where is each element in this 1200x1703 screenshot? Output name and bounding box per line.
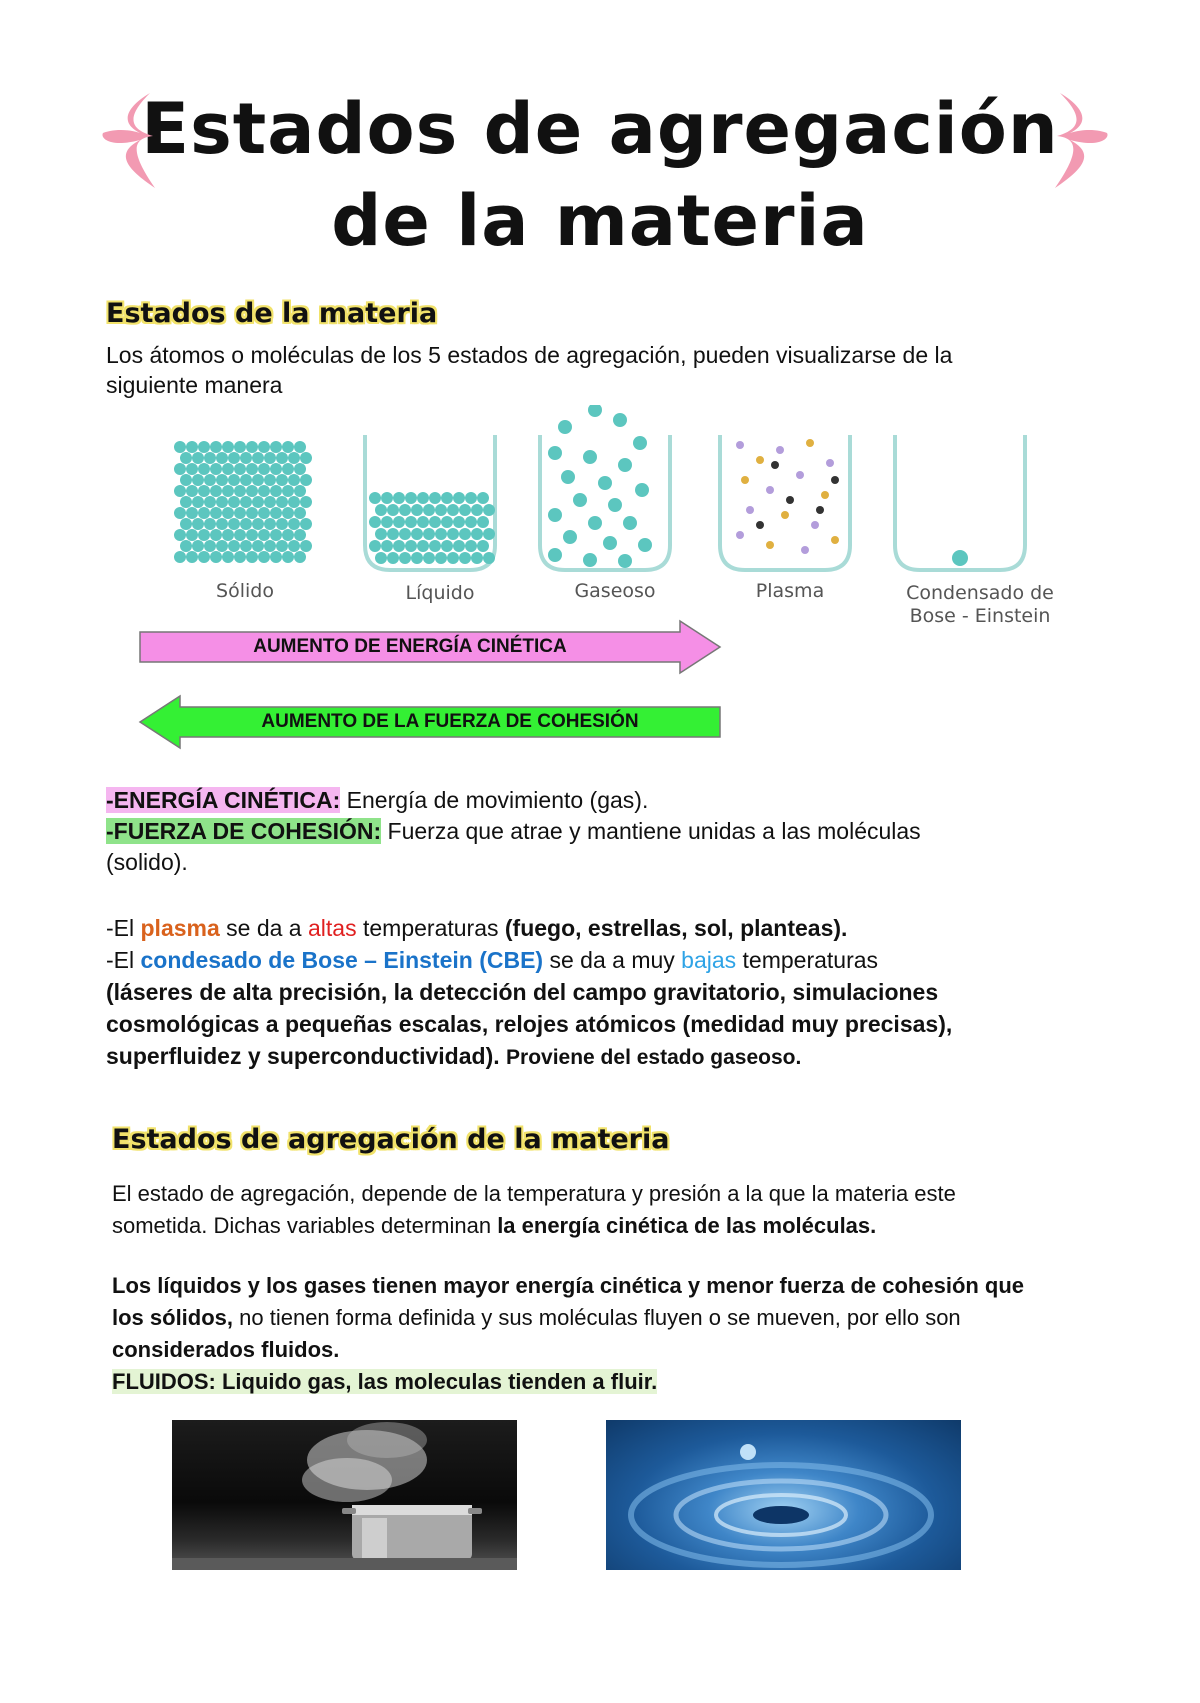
plasma-particle bbox=[821, 491, 829, 499]
gas-particle bbox=[608, 498, 622, 512]
solid-particle bbox=[282, 507, 294, 519]
solid-particle bbox=[288, 540, 300, 552]
plasma-particle bbox=[781, 511, 789, 519]
solid-particle bbox=[228, 452, 240, 464]
cbe-post: temperaturas bbox=[736, 947, 879, 973]
plasma-particle bbox=[826, 459, 834, 467]
solid-particle bbox=[216, 540, 228, 552]
plasma-particle bbox=[741, 476, 749, 484]
solid-particle bbox=[294, 463, 306, 475]
plasma-particle bbox=[801, 546, 809, 554]
solid-particle bbox=[300, 540, 312, 552]
solid-particle bbox=[174, 551, 186, 563]
solid-particle bbox=[270, 507, 282, 519]
solid-particle bbox=[246, 551, 258, 563]
page-title-line1: Estados de agregación bbox=[141, 88, 1059, 170]
states-diagram bbox=[170, 405, 1050, 585]
liquid-particle bbox=[399, 528, 411, 540]
gas-particle bbox=[618, 458, 632, 472]
cbe-mid: se da a muy bbox=[543, 947, 682, 973]
gas-particle bbox=[558, 420, 572, 434]
solid-particle bbox=[180, 452, 192, 464]
gas-particle bbox=[588, 405, 602, 417]
solid-particle bbox=[264, 474, 276, 486]
plasma-beaker bbox=[720, 435, 850, 570]
solid-particle bbox=[180, 540, 192, 552]
solid-particle bbox=[288, 474, 300, 486]
liquid-particle bbox=[369, 492, 381, 504]
solid-particle bbox=[222, 441, 234, 453]
solid-particle bbox=[258, 441, 270, 453]
plasma-particle bbox=[771, 461, 779, 469]
state-label-solido: Sólido bbox=[216, 580, 274, 602]
liquid-particle bbox=[393, 540, 405, 552]
solid-particle bbox=[276, 452, 288, 464]
left-sparkle-icon bbox=[95, 88, 175, 198]
solid-particle bbox=[234, 441, 246, 453]
solid-particle bbox=[174, 529, 186, 541]
solid-particle bbox=[186, 529, 198, 541]
solid-particle bbox=[174, 485, 186, 497]
solid-particle bbox=[198, 507, 210, 519]
p2-line2 bbox=[112, 1302, 1122, 1334]
cbe-line4 bbox=[106, 1040, 1126, 1074]
energia-label: -ENERGÍA CINÉTICA: bbox=[106, 787, 341, 813]
solid-particles bbox=[174, 441, 312, 563]
cbe-line4a: superfluidez y superconductividad). bbox=[106, 1043, 507, 1069]
solid-particle bbox=[234, 485, 246, 497]
plasma-word: plasma bbox=[140, 915, 220, 941]
solid-particle bbox=[270, 551, 282, 563]
solid-particle bbox=[234, 463, 246, 475]
solid-particle bbox=[174, 441, 186, 453]
liquid-particle bbox=[387, 528, 399, 540]
liquid-particle bbox=[375, 528, 387, 540]
solid-particle bbox=[198, 463, 210, 475]
solid-particle bbox=[264, 540, 276, 552]
solid-particle bbox=[186, 485, 198, 497]
bec-particle bbox=[952, 550, 968, 566]
fuerza-text-line2: (solido). bbox=[106, 849, 188, 875]
section-heading-agregacion: Estados de agregación de la materia bbox=[112, 1124, 670, 1155]
liquid-particle bbox=[477, 492, 489, 504]
solid-particle bbox=[300, 518, 312, 530]
solid-particle bbox=[240, 474, 252, 486]
plasma-post: temperaturas bbox=[356, 915, 505, 941]
liquid-particle bbox=[471, 552, 483, 564]
liquid-particle bbox=[399, 552, 411, 564]
solid-particle bbox=[246, 507, 258, 519]
solid-particle bbox=[270, 441, 282, 453]
solid-particle bbox=[210, 551, 222, 563]
cbe-line4b: Proviene del estado gaseoso. bbox=[506, 1046, 802, 1069]
gas-particle bbox=[583, 450, 597, 464]
plasma-mid: se da a bbox=[219, 915, 308, 941]
state-label-liquido: Líquido bbox=[405, 582, 475, 604]
plasma-particle bbox=[756, 456, 764, 464]
gas-particle bbox=[623, 516, 637, 530]
plasma-particle bbox=[831, 476, 839, 484]
solid-particle bbox=[216, 518, 228, 530]
p2-line2b: no tienen forma definida y sus moléculas fluyen o se mueven, por ello son bbox=[239, 1305, 961, 1330]
solid-particle bbox=[222, 529, 234, 541]
cbe-line3: cosmológicas a pequeñas escalas, relojes atómicos (medidad muy precisas), bbox=[106, 1011, 953, 1037]
liquid-particle bbox=[423, 552, 435, 564]
solid-particle bbox=[300, 452, 312, 464]
energia-text: Energía de movimiento (gas). bbox=[340, 787, 649, 813]
liquid-particle bbox=[411, 504, 423, 516]
liquid-particle bbox=[477, 540, 489, 552]
liquid-particle bbox=[453, 540, 465, 552]
solid-particle bbox=[240, 540, 252, 552]
solid-particle bbox=[222, 485, 234, 497]
solid-particle bbox=[222, 551, 234, 563]
energia-definition bbox=[106, 785, 1106, 816]
gas-particle bbox=[563, 530, 577, 544]
solid-particle bbox=[204, 474, 216, 486]
gas-particle bbox=[588, 516, 602, 530]
solid-particle bbox=[180, 518, 192, 530]
intro-line-2: siguiente manera bbox=[106, 372, 283, 398]
solid-particle bbox=[294, 551, 306, 563]
p2-line2a: los sólidos, bbox=[112, 1305, 240, 1330]
solid-particle bbox=[240, 452, 252, 464]
fuerza-text: Fuerza que atrae y mantiene unidas a las moléculas bbox=[381, 818, 921, 844]
liquid-particle bbox=[441, 492, 453, 504]
plasma-particle bbox=[786, 496, 794, 504]
solid-particle bbox=[204, 496, 216, 508]
liquid-particle bbox=[381, 540, 393, 552]
plasma-pre: -El bbox=[106, 915, 141, 941]
plasma-particle bbox=[766, 541, 774, 549]
liquid-particle bbox=[453, 492, 465, 504]
p1-line2b: la energía cinética de las moléculas. bbox=[497, 1213, 877, 1238]
plasma-particle bbox=[746, 506, 754, 514]
fluidos-text: FLUIDOS: Liquido gas, las moleculas tienden a fluir. bbox=[112, 1369, 658, 1394]
solid-particle bbox=[228, 474, 240, 486]
solid-particle bbox=[270, 463, 282, 475]
liquid-particle bbox=[405, 516, 417, 528]
liquid-particles bbox=[369, 492, 495, 564]
plasma-particle bbox=[776, 446, 784, 454]
solid-particle bbox=[228, 518, 240, 530]
liquid-particle bbox=[465, 540, 477, 552]
solid-particle bbox=[228, 496, 240, 508]
bec-beaker bbox=[895, 435, 1025, 570]
liquid-particle bbox=[465, 516, 477, 528]
cohesion-arrow-label: AUMENTO DE LA FUERZA DE COHESIÓN bbox=[261, 711, 639, 732]
solid-particle bbox=[234, 529, 246, 541]
plasma-particle bbox=[816, 506, 824, 514]
liquid-particle bbox=[435, 504, 447, 516]
liquid-particle bbox=[459, 552, 471, 564]
solid-particle bbox=[210, 463, 222, 475]
solid-particle bbox=[234, 551, 246, 563]
solid-particle bbox=[294, 507, 306, 519]
solid-particle bbox=[240, 518, 252, 530]
cbe-sentence bbox=[106, 944, 1126, 976]
plasma-altas: altas bbox=[308, 915, 357, 941]
solid-particle bbox=[192, 452, 204, 464]
solid-particle bbox=[252, 474, 264, 486]
solid-particle bbox=[186, 441, 198, 453]
state-label-bose-einstein: Bose - Einstein bbox=[909, 605, 1051, 627]
plasma-particle bbox=[811, 521, 819, 529]
cbe-word: condesado de Bose – Einstein (CBE) bbox=[140, 947, 544, 973]
cbe-pre: -El bbox=[106, 947, 141, 973]
liquid-particle bbox=[423, 504, 435, 516]
plasma-particle bbox=[806, 439, 814, 447]
p1-line2a: sometida. Dichas variables determinan bbox=[112, 1213, 498, 1238]
gas-particle bbox=[561, 470, 575, 484]
section-heading-estados: Estados de la materia bbox=[106, 298, 438, 329]
liquid-particle bbox=[381, 492, 393, 504]
solid-particle bbox=[252, 452, 264, 464]
plasma-particle bbox=[736, 441, 744, 449]
solid-particle bbox=[228, 540, 240, 552]
solid-particle bbox=[300, 474, 312, 486]
liquid-particle bbox=[411, 528, 423, 540]
gas-particle bbox=[548, 446, 562, 460]
liquid-particle bbox=[471, 528, 483, 540]
liquid-particle bbox=[405, 540, 417, 552]
solid-particle bbox=[282, 551, 294, 563]
solid-particle bbox=[294, 485, 306, 497]
liquid-particle bbox=[483, 552, 495, 564]
solid-particle bbox=[270, 485, 282, 497]
solid-particle bbox=[198, 441, 210, 453]
liquid-particle bbox=[459, 504, 471, 516]
solid-particle bbox=[216, 496, 228, 508]
plasma-particles bbox=[736, 439, 839, 554]
solid-particle bbox=[192, 496, 204, 508]
liquid-particle bbox=[435, 528, 447, 540]
solid-particle bbox=[204, 518, 216, 530]
state-label-plasma: Plasma bbox=[755, 580, 825, 602]
solid-particle bbox=[198, 551, 210, 563]
solid-particle bbox=[198, 529, 210, 541]
solid-particle bbox=[192, 474, 204, 486]
liquid-particle bbox=[393, 492, 405, 504]
p1-line1: El estado de agregación, depende de la temperatura y presión a la que la materia este bbox=[112, 1181, 956, 1206]
solid-particle bbox=[186, 507, 198, 519]
solid-particle bbox=[276, 496, 288, 508]
solid-particle bbox=[180, 474, 192, 486]
solid-particle bbox=[246, 441, 258, 453]
p2-line3: considerados fluidos. bbox=[112, 1337, 340, 1362]
page-title-line2: de la materia bbox=[331, 180, 869, 262]
solid-particle bbox=[264, 452, 276, 464]
gas-particle bbox=[618, 554, 632, 568]
solid-particle bbox=[282, 441, 294, 453]
liquid-particle bbox=[429, 516, 441, 528]
liquid-particle bbox=[369, 540, 381, 552]
plasma-particle bbox=[766, 486, 774, 494]
solid-particle bbox=[246, 529, 258, 541]
intro-line-1: Los átomos o moléculas de los 5 estados de agregación, pueden visualizarse de la bbox=[106, 342, 953, 368]
solid-particle bbox=[252, 540, 264, 552]
gas-particles bbox=[548, 405, 652, 568]
solid-particle bbox=[282, 529, 294, 541]
solid-particle bbox=[186, 551, 198, 563]
liquid-particle bbox=[483, 528, 495, 540]
liquid-particle bbox=[423, 528, 435, 540]
gas-particle bbox=[603, 536, 617, 550]
right-sparkle-icon bbox=[1035, 88, 1115, 198]
liquid-particle bbox=[441, 540, 453, 552]
solid-particle bbox=[252, 518, 264, 530]
solid-particle bbox=[294, 441, 306, 453]
liquid-particle bbox=[447, 528, 459, 540]
gas-particle bbox=[613, 413, 627, 427]
solid-particle bbox=[222, 507, 234, 519]
solid-particle bbox=[300, 496, 312, 508]
solid-particle bbox=[186, 463, 198, 475]
solid-particle bbox=[174, 507, 186, 519]
solid-particle bbox=[222, 463, 234, 475]
liquid-particle bbox=[393, 516, 405, 528]
liquid-particle bbox=[417, 516, 429, 528]
solid-particle bbox=[276, 474, 288, 486]
gas-particle bbox=[598, 476, 612, 490]
solid-particle bbox=[240, 496, 252, 508]
liquid-particle bbox=[435, 552, 447, 564]
solid-particle bbox=[258, 463, 270, 475]
liquid-particle bbox=[387, 504, 399, 516]
liquid-particle bbox=[459, 528, 471, 540]
plasma-particle bbox=[831, 536, 839, 544]
liquid-particle bbox=[465, 492, 477, 504]
liquid-particle bbox=[387, 552, 399, 564]
solid-particle bbox=[258, 551, 270, 563]
liquid-particle bbox=[375, 552, 387, 564]
liquid-particle bbox=[381, 516, 393, 528]
solid-particle bbox=[264, 518, 276, 530]
solid-particle bbox=[258, 529, 270, 541]
solid-particle bbox=[204, 452, 216, 464]
liquid-particle bbox=[483, 504, 495, 516]
gas-particle bbox=[635, 483, 649, 497]
liquid-particle bbox=[477, 516, 489, 528]
solid-particle bbox=[216, 474, 228, 486]
liquid-particle bbox=[447, 552, 459, 564]
solid-particle bbox=[252, 496, 264, 508]
p1-line2 bbox=[112, 1210, 1112, 1242]
liquid-particle bbox=[429, 492, 441, 504]
gas-particle bbox=[633, 436, 647, 450]
fuerza-label: -FUERZA DE COHESIÓN: bbox=[106, 818, 382, 844]
cbe-bajas: bajas bbox=[681, 947, 737, 973]
solid-particle bbox=[246, 485, 258, 497]
liquid-particle bbox=[417, 492, 429, 504]
plasma-sentence bbox=[106, 912, 1126, 944]
energy-arrow-label: AUMENTO DE ENERGÍA CINÉTICA bbox=[253, 636, 567, 657]
solid-particle bbox=[192, 540, 204, 552]
solid-particle bbox=[288, 452, 300, 464]
gas-particle bbox=[548, 548, 562, 562]
solid-particle bbox=[210, 507, 222, 519]
solid-particle bbox=[180, 496, 192, 508]
liquid-particle bbox=[447, 504, 459, 516]
liquid-particle bbox=[471, 504, 483, 516]
liquid-particle bbox=[369, 516, 381, 528]
p2-line1: Los líquidos y los gases tienen mayor energía cinética y menor fuerza de cohesión que bbox=[112, 1273, 1025, 1298]
solid-particle bbox=[288, 518, 300, 530]
solid-particle bbox=[258, 485, 270, 497]
gas-particle bbox=[583, 553, 597, 567]
solid-particle bbox=[270, 529, 282, 541]
liquid-particle bbox=[441, 516, 453, 528]
steaming-pot-photo bbox=[172, 1420, 517, 1570]
liquid-particle bbox=[453, 516, 465, 528]
solid-particle bbox=[258, 507, 270, 519]
solid-particle bbox=[210, 529, 222, 541]
plasma-particle bbox=[736, 531, 744, 539]
liquid-particle bbox=[399, 504, 411, 516]
liquid-particle bbox=[411, 552, 423, 564]
solid-particle bbox=[246, 463, 258, 475]
solid-particle bbox=[276, 540, 288, 552]
solid-particle bbox=[282, 463, 294, 475]
liquid-particle bbox=[429, 540, 441, 552]
gas-particle bbox=[548, 508, 562, 522]
solid-particle bbox=[204, 540, 216, 552]
solid-particle bbox=[294, 529, 306, 541]
liquid-particle bbox=[375, 504, 387, 516]
solid-particle bbox=[234, 507, 246, 519]
solid-particle bbox=[198, 485, 210, 497]
liquid-particle bbox=[417, 540, 429, 552]
solid-particle bbox=[174, 463, 186, 475]
solid-particle bbox=[216, 452, 228, 464]
water-ripple-photo bbox=[606, 1420, 961, 1570]
gas-particle bbox=[638, 538, 652, 552]
solid-particle bbox=[264, 496, 276, 508]
plasma-examples: (fuego, estrellas, sol, planteas). bbox=[504, 915, 848, 941]
solid-particle bbox=[288, 496, 300, 508]
solid-particle bbox=[210, 485, 222, 497]
state-label-condensado: Condensado de bbox=[906, 582, 1054, 604]
plasma-particle bbox=[796, 471, 804, 479]
fluidos-line bbox=[112, 1366, 1122, 1398]
gas-particle bbox=[573, 493, 587, 507]
solid-particle bbox=[276, 518, 288, 530]
solid-particle bbox=[210, 441, 222, 453]
cbe-line2: (láseres de alta precisión, la detección del campo gravitatorio, simulaciones bbox=[106, 979, 939, 1005]
fuerza-definition bbox=[106, 816, 1106, 847]
state-label-gaseoso: Gaseoso bbox=[574, 580, 656, 602]
plasma-particle bbox=[756, 521, 764, 529]
solid-particle bbox=[282, 485, 294, 497]
liquid-particle bbox=[405, 492, 417, 504]
solid-particle bbox=[192, 518, 204, 530]
